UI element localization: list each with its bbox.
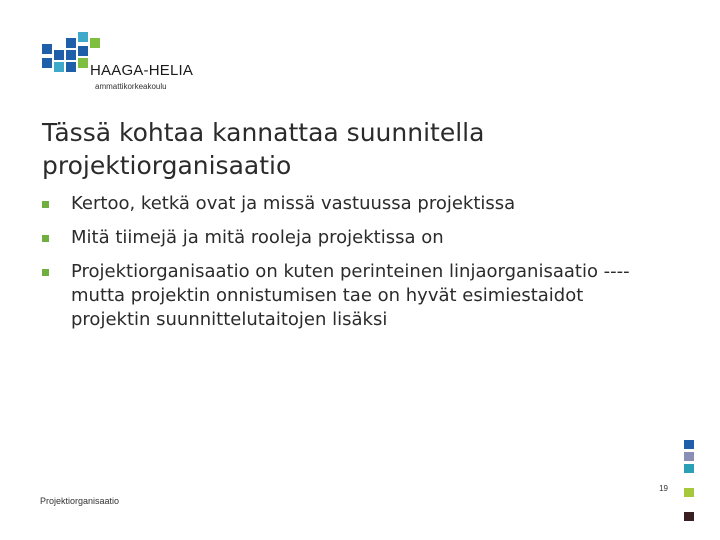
bullet-text: Mitä tiimejä ja mitä rooleja projektissa on xyxy=(71,227,444,248)
logo-square xyxy=(66,50,76,60)
color-strip-block xyxy=(684,476,694,485)
logo-square xyxy=(78,46,88,56)
haaga-helia-logo xyxy=(40,32,210,94)
logo-square xyxy=(42,58,52,68)
logo-square xyxy=(42,44,52,54)
color-strip-block xyxy=(684,488,694,497)
page-number: 19 xyxy=(659,484,668,493)
bullet-text: Projektiorganisaatio on kuten perinteinen linjaorganisaatio ---- mutta projektin onnistumisen tae on hyvät esimiestaidot projektin suunnittelutaitojen lisäksi xyxy=(71,261,630,330)
square-bullet-icon xyxy=(42,201,49,208)
bullet-list xyxy=(42,192,662,342)
logo-square xyxy=(66,38,76,48)
logo-square xyxy=(66,62,76,72)
square-bullet-icon xyxy=(42,235,49,242)
slide-title: Tässä kohtaa kannattaa suunnitella projektiorganisaatio xyxy=(42,118,485,180)
color-strip-block xyxy=(684,500,694,509)
logo-square xyxy=(78,58,88,68)
logo-wordmark: HAAGA-HELIA xyxy=(90,62,194,79)
bullet-item xyxy=(42,226,662,250)
logo-subtitle: ammattikorkeakoulu xyxy=(95,82,167,91)
logo-square xyxy=(54,62,64,72)
square-bullet-icon xyxy=(42,269,49,276)
color-strip-block xyxy=(684,452,694,461)
bullet-text: Kertoo, ketkä ovat ja missä vastuussa projektissa xyxy=(71,193,516,214)
decorative-color-strip xyxy=(684,440,694,524)
color-strip-block xyxy=(684,464,694,473)
footer-title: Projektiorganisaatio xyxy=(40,496,120,506)
logo-square xyxy=(54,50,64,60)
color-strip-block xyxy=(684,512,694,521)
bullet-item xyxy=(42,260,662,332)
logo-square xyxy=(78,32,88,42)
logo-square xyxy=(90,38,100,48)
bullet-item xyxy=(42,192,662,216)
color-strip-block xyxy=(684,440,694,449)
